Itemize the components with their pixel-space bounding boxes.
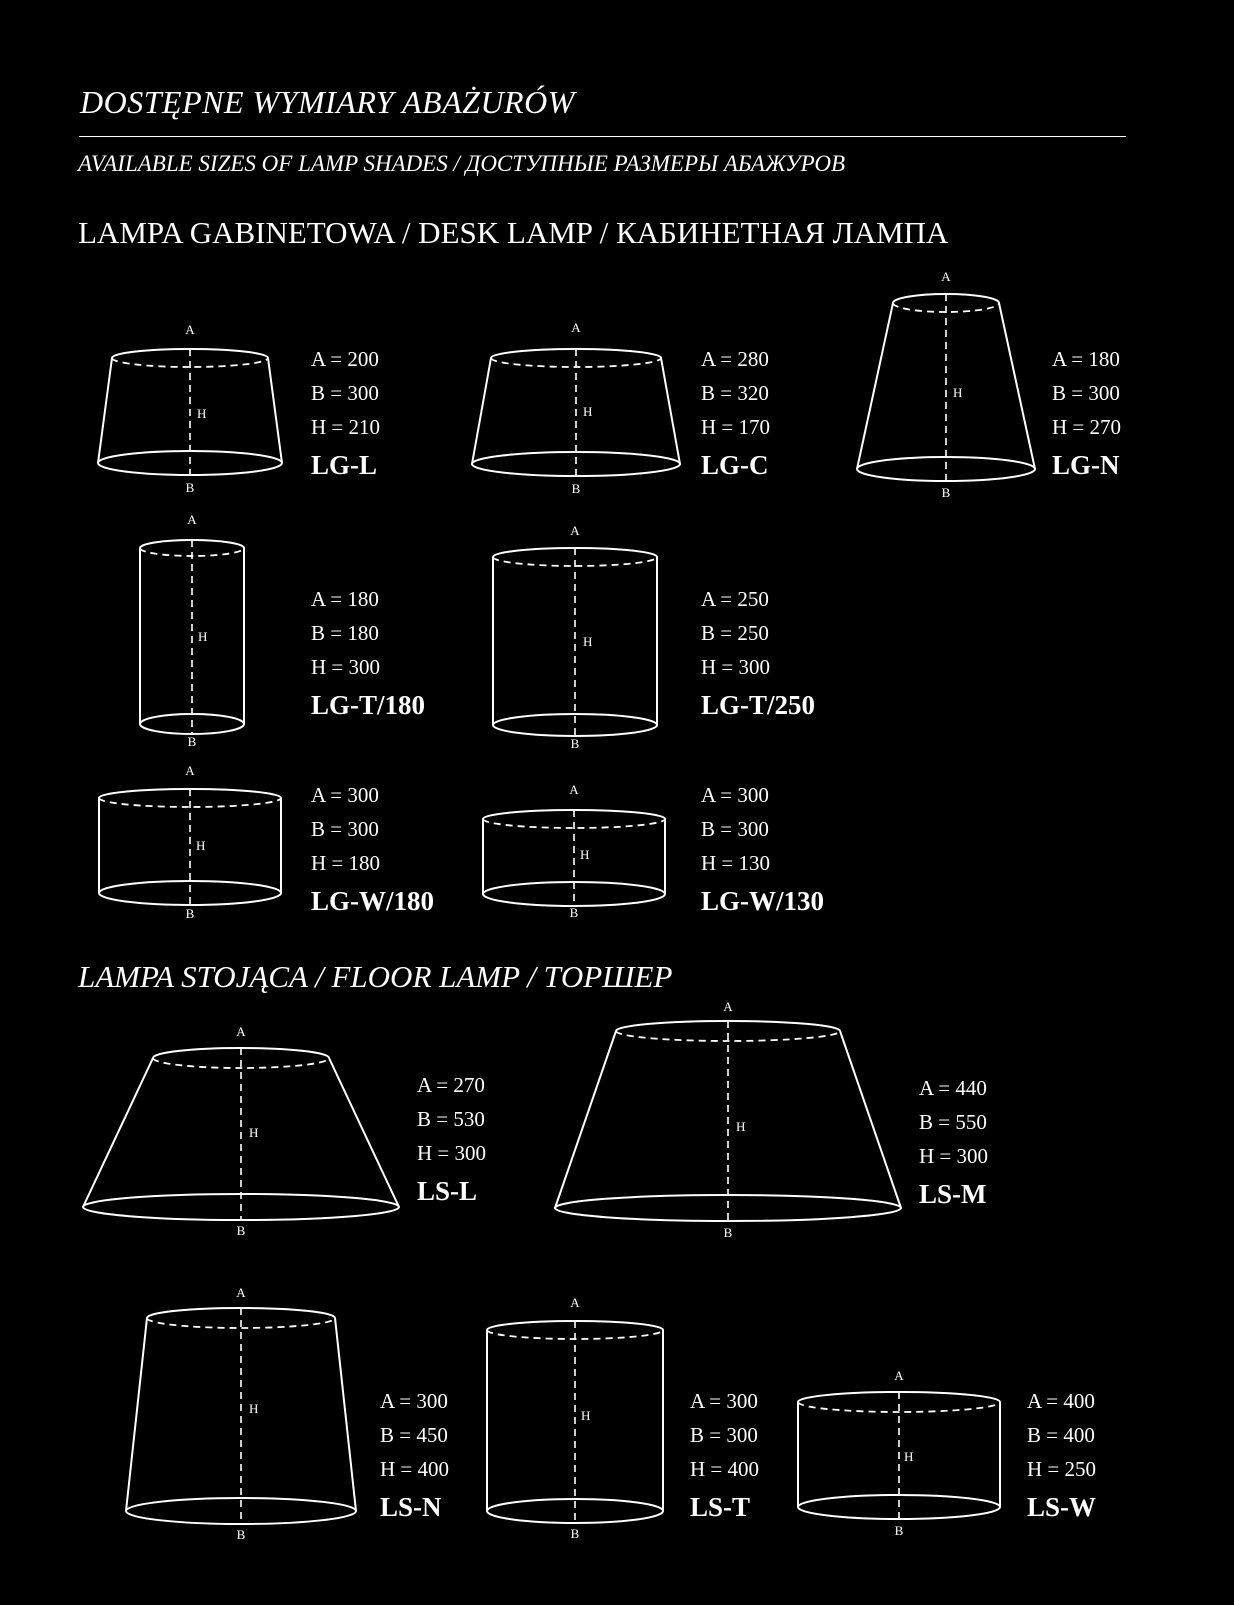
side-left	[83, 1058, 153, 1207]
dimension-h: H = 270	[1052, 415, 1122, 439]
label-a: A	[894, 1368, 904, 1383]
dimension-h: H = 170	[701, 415, 771, 439]
dimension-a: A = 200	[311, 347, 379, 371]
model-code: LS-W	[1027, 1492, 1097, 1522]
dimension-b: B = 300	[311, 817, 379, 841]
spec-lg-n	[1052, 342, 1121, 481]
label-h: H	[736, 1119, 746, 1134]
dimension-a: A = 180	[1052, 347, 1120, 371]
label-b: B	[569, 905, 579, 920]
dimension-h: H = 300	[311, 655, 381, 679]
dimension-a: A = 300	[690, 1389, 758, 1413]
dimension-h: H = 180	[311, 851, 381, 875]
label-h: H	[953, 385, 963, 400]
label-b: B	[236, 1527, 246, 1542]
label-a: A	[185, 322, 195, 337]
model-code: LS-L	[417, 1176, 478, 1206]
dimension-a: A = 440	[919, 1076, 987, 1100]
shade-diagram-lg-c	[472, 320, 680, 496]
dimension-h: H = 400	[380, 1457, 450, 1481]
side-right	[840, 1031, 901, 1208]
label-h: H	[249, 1401, 259, 1416]
dimension-b: B = 300	[690, 1423, 758, 1447]
dimension-a: A = 400	[1027, 1389, 1095, 1413]
spec-lg-t-180	[311, 582, 425, 721]
dimension-h: H = 130	[701, 851, 771, 875]
label-a: A	[723, 999, 733, 1014]
label-h: H	[197, 406, 207, 421]
label-b: B	[185, 480, 195, 495]
dimension-b: B = 300	[1052, 381, 1120, 405]
shade-diagram-ls-m	[555, 999, 901, 1240]
model-code: LG-L	[311, 450, 378, 480]
spec-ls-l	[417, 1068, 486, 1207]
page-title: DOSTĘPNE WYMIARY ABAŻURÓW	[80, 84, 575, 120]
label-b: B	[185, 906, 195, 921]
spec-lg-t-250	[701, 582, 815, 721]
label-h: H	[198, 629, 208, 644]
model-code: LG-W/180	[311, 886, 435, 916]
spec-lg-w-130	[701, 778, 824, 917]
dimension-b: B = 180	[311, 621, 379, 645]
side-left	[98, 358, 112, 463]
dimension-a: A = 280	[701, 347, 769, 371]
shade-diagram-lg-t-180	[140, 512, 244, 749]
shade-diagram-ls-w	[798, 1368, 1000, 1538]
dimension-b: B = 250	[701, 621, 769, 645]
page-subtitle: AVAILABLE SIZES OF LAMP SHADES / ДОСТУПНЫЕ РАЗМЕРЫ АБАЖУРОВ	[78, 151, 846, 176]
dimension-a: A = 300	[311, 783, 379, 807]
shade-diagram-ls-t	[487, 1295, 663, 1541]
model-code: LG-W/130	[701, 886, 825, 916]
label-a: A	[569, 782, 579, 797]
dimension-h: H = 300	[919, 1144, 989, 1168]
label-a: A	[941, 269, 951, 284]
side-right	[335, 1318, 356, 1511]
side-left	[555, 1031, 616, 1208]
label-a: A	[236, 1285, 246, 1300]
dimension-a: A = 270	[417, 1073, 485, 1097]
model-code: LS-N	[380, 1492, 442, 1522]
dimension-h: H = 400	[690, 1457, 760, 1481]
model-code: LG-T/180	[311, 690, 426, 720]
side-left	[126, 1318, 147, 1511]
shade-diagram-lg-t-250	[493, 523, 657, 751]
label-b: B	[187, 734, 197, 749]
side-left	[472, 358, 491, 464]
dimension-b: B = 300	[701, 817, 769, 841]
label-a: A	[185, 763, 195, 778]
label-a: A	[570, 523, 580, 538]
label-a: A	[236, 1024, 246, 1039]
dimension-a: A = 250	[701, 587, 769, 611]
shade-diagram-ls-l	[83, 1024, 399, 1238]
side-right	[999, 303, 1035, 469]
label-h: H	[249, 1125, 259, 1140]
label-h: H	[583, 634, 593, 649]
model-code: LG-C	[701, 450, 769, 480]
side-right	[268, 358, 282, 463]
spec-lg-w-180	[311, 778, 434, 917]
dimension-h: H = 300	[417, 1141, 487, 1165]
model-code: LS-M	[919, 1179, 987, 1209]
label-h: H	[583, 404, 593, 419]
label-h: H	[581, 1408, 591, 1423]
dimension-a: A = 180	[311, 587, 379, 611]
section-title-floor-lamp: LAMPA STOJĄCA / FLOOR LAMP / ТОРШЕР	[78, 959, 673, 994]
side-left	[857, 303, 893, 469]
label-h: H	[904, 1449, 914, 1464]
shade-diagram-lg-w-130	[483, 782, 665, 920]
dimension-b: B = 530	[417, 1107, 485, 1131]
label-b: B	[941, 485, 951, 500]
dimension-b: B = 550	[919, 1110, 987, 1134]
label-b: B	[723, 1225, 733, 1240]
dimension-h: H = 250	[1027, 1457, 1097, 1481]
dimension-h: H = 300	[701, 655, 771, 679]
label-h: H	[580, 847, 590, 862]
label-b: B	[236, 1223, 246, 1238]
spec-lg-l	[311, 342, 380, 481]
spec-ls-n	[380, 1384, 449, 1523]
shade-diagram-lg-w-180	[99, 763, 281, 921]
label-b: B	[570, 736, 580, 751]
label-h: H	[196, 838, 206, 853]
spec-ls-t	[690, 1384, 759, 1523]
label-b: B	[570, 1526, 580, 1541]
model-code: LG-T/250	[701, 690, 816, 720]
dimension-a: A = 300	[380, 1389, 448, 1413]
label-a: A	[187, 512, 197, 527]
model-code: LS-T	[690, 1492, 751, 1522]
side-right	[661, 358, 680, 464]
dimension-b: B = 400	[1027, 1423, 1095, 1447]
section-title-desk-lamp: LAMPA GABINETOWA / DESK LAMP / КАБИНЕТНАЯ ЛАМПА	[78, 215, 949, 250]
dimension-b: B = 320	[701, 381, 769, 405]
label-a: A	[571, 320, 581, 335]
label-b: B	[571, 481, 581, 496]
spec-ls-w	[1027, 1384, 1096, 1523]
shade-diagram-lg-n	[857, 269, 1035, 500]
dimension-b: B = 300	[311, 381, 379, 405]
spec-ls-m	[919, 1071, 988, 1210]
dimension-h: H = 210	[311, 415, 381, 439]
side-right	[329, 1058, 399, 1207]
shade-diagram-ls-n	[126, 1285, 356, 1542]
dimension-b: B = 450	[380, 1423, 448, 1447]
label-a: A	[570, 1295, 580, 1310]
shade-diagram-lg-l	[98, 322, 282, 495]
model-code: LG-N	[1052, 450, 1120, 480]
spec-lg-c	[701, 342, 770, 481]
dimension-a: A = 300	[701, 783, 769, 807]
label-b: B	[894, 1523, 904, 1538]
